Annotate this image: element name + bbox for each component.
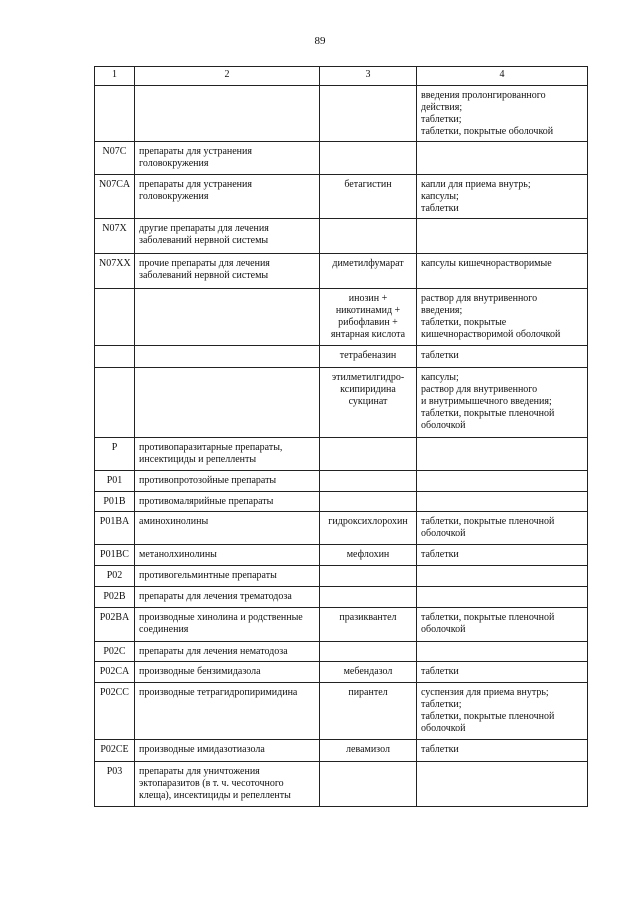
- atc-code-cell: N07XX: [95, 254, 135, 289]
- table-row: [95, 438, 588, 471]
- atc-code-cell: [95, 289, 135, 346]
- group-name-cell-line: прочие препараты для лечения: [139, 258, 270, 269]
- atc-code-cell: N07CA: [95, 175, 135, 219]
- dosage-forms-cell: [417, 142, 588, 175]
- table-header-row: [95, 67, 588, 86]
- atc-code-cell: P01BA: [95, 512, 135, 545]
- group-name-cell-line: инсектициды и репелленты: [139, 454, 257, 465]
- drug-inn-cell: [320, 762, 417, 807]
- group-name-cell: [135, 254, 320, 289]
- dosage-forms-cell: [417, 492, 588, 512]
- atc-code-cell: [95, 86, 135, 142]
- dosage-forms-cell-line: таблетки, покрытые пленочной: [421, 711, 555, 722]
- drug-inn-cell: [320, 219, 417, 254]
- atc-code-cell: [95, 346, 135, 368]
- dosage-forms-cell: [417, 587, 588, 608]
- drug-inn-cell-line: никотинамид +: [335, 305, 401, 316]
- group-name-cell-line: производные бензимидазола: [139, 666, 261, 677]
- dosage-forms-cell: [417, 608, 588, 642]
- dosage-forms-cell: [417, 662, 588, 683]
- drug-inn-cell: [320, 545, 417, 566]
- group-name-cell-line: эктопаразитов (в т. ч. чесоточного: [139, 778, 284, 789]
- drug-inn-cell: [320, 254, 417, 289]
- dosage-forms-cell-line: оболочкой: [421, 723, 466, 734]
- drug-inn-cell: [320, 86, 417, 142]
- drug-inn-cell: [320, 438, 417, 471]
- atc-code-cell: P02CA: [95, 662, 135, 683]
- group-name-cell: [135, 512, 320, 545]
- atc-code-cell: P02B: [95, 587, 135, 608]
- dosage-forms-cell: [417, 346, 588, 368]
- dosage-forms-cell-line: введения пролонгированного: [421, 90, 546, 101]
- table-row: [95, 492, 588, 512]
- drug-inn-cell: [320, 289, 417, 346]
- group-name-cell: [135, 86, 320, 142]
- table-row: [95, 587, 588, 608]
- table-row: [95, 175, 588, 219]
- group-name-cell-line: производные тетрагидропиримидина: [139, 687, 298, 698]
- atc-code-cell: P03: [95, 762, 135, 807]
- dosage-forms-cell: [417, 740, 588, 762]
- drug-inn-cell: [320, 471, 417, 492]
- dosage-forms-cell: [417, 566, 588, 587]
- group-name-cell-line: головокружения: [139, 158, 209, 169]
- atc-code-cell: [95, 368, 135, 438]
- table-row: [95, 683, 588, 740]
- dosage-forms-cell-line: оболочкой: [421, 624, 466, 635]
- drug-inn-cell-line: этилметилгидро-: [331, 372, 405, 383]
- group-name-cell: [135, 566, 320, 587]
- atc-code-cell: P02: [95, 566, 135, 587]
- group-name-cell-line: соединения: [139, 624, 189, 635]
- drug-inn-cell-line: мефлохин: [346, 549, 390, 560]
- drug-inn-cell-line: гидроксихлорохин: [328, 516, 408, 527]
- table-row: [95, 566, 588, 587]
- dosage-forms-cell-line: оболочкой: [421, 528, 466, 539]
- column-header-4: 4: [417, 67, 588, 86]
- dosage-forms-cell-line: и внутримышечного введения;: [421, 396, 552, 407]
- dosage-forms-cell-line: таблетки, покрытые оболочкой: [421, 126, 554, 137]
- group-name-cell-line: противомалярийные препараты: [139, 496, 274, 507]
- drug-inn-cell: [320, 608, 417, 642]
- group-name-cell-line: препараты для уничтожения: [139, 766, 260, 777]
- dosage-forms-cell-line: капсулы;: [421, 191, 459, 202]
- drug-inn-cell-line: ксипиридина: [340, 384, 396, 395]
- group-name-cell: [135, 642, 320, 662]
- group-name-cell: [135, 608, 320, 642]
- group-name-cell: [135, 662, 320, 683]
- dosage-forms-cell-line: таблетки, покрытые пленочной: [421, 612, 555, 623]
- dosage-forms-cell: [417, 762, 588, 807]
- group-name-cell-line: препараты для устранения: [139, 179, 252, 190]
- group-name-cell-line: клеща), инсектициды и репелленты: [139, 790, 291, 801]
- group-name-cell: [135, 289, 320, 346]
- drug-inn-cell-line: левамизол: [346, 744, 390, 755]
- dosage-forms-cell-line: таблетки, покрытые: [421, 317, 507, 328]
- group-name-cell-line: другие препараты для лечения: [139, 223, 269, 234]
- dosage-forms-cell-line: капсулы кишечнорастворимые: [421, 258, 552, 269]
- group-name-cell: [135, 346, 320, 368]
- group-name-cell-line: заболеваний нервной системы: [139, 270, 269, 281]
- drug-inn-cell: [320, 512, 417, 545]
- dosage-forms-cell-line: раствор для внутривенного: [421, 384, 538, 395]
- drug-inn-cell-line: мебендазол: [343, 666, 393, 677]
- dosage-forms-cell: [417, 683, 588, 740]
- dosage-forms-cell-line: капли для приема внутрь;: [421, 179, 531, 190]
- table-row: [95, 86, 588, 142]
- drug-inn-cell: [320, 368, 417, 438]
- drug-inn-cell-line: пирантел: [348, 687, 388, 698]
- atc-code-cell: P02BA: [95, 608, 135, 642]
- atc-code-cell: P02C: [95, 642, 135, 662]
- group-name-cell: [135, 762, 320, 807]
- group-name-cell: [135, 368, 320, 438]
- table-row: [95, 762, 588, 807]
- group-name-cell-line: препараты для лечения трематодоза: [139, 591, 292, 602]
- dosage-forms-cell-line: таблетки;: [421, 114, 462, 125]
- dosage-forms-cell-line: кишечнорастворимой оболочкой: [421, 329, 561, 340]
- dosage-forms-cell: [417, 175, 588, 219]
- dosage-forms-cell-line: таблетки: [421, 666, 459, 677]
- dosage-forms-cell-line: капсулы;: [421, 372, 459, 383]
- drug-inn-cell: [320, 566, 417, 587]
- group-name-cell: [135, 492, 320, 512]
- atc-code-cell: N07X: [95, 219, 135, 254]
- table-row: [95, 471, 588, 492]
- dosage-forms-cell-line: таблетки;: [421, 699, 462, 710]
- group-name-cell-line: метанолхинолины: [139, 549, 217, 560]
- dosage-forms-cell-line: таблетки, покрытые пленочной: [421, 408, 555, 419]
- dosage-forms-cell: [417, 289, 588, 346]
- dosage-forms-cell: [417, 219, 588, 254]
- dosage-forms-cell: [417, 471, 588, 492]
- group-name-cell-line: производные хинолина и родственные: [139, 612, 303, 623]
- group-name-cell-line: головокружения: [139, 191, 209, 202]
- group-name-cell: [135, 545, 320, 566]
- atc-code-cell: N07C: [95, 142, 135, 175]
- drug-inn-cell: [320, 662, 417, 683]
- drug-inn-cell: [320, 175, 417, 219]
- dosage-forms-cell-line: введения;: [421, 305, 463, 316]
- drug-classification-table: [94, 66, 588, 807]
- dosage-forms-cell-line: суспензия для приема внутрь;: [421, 687, 549, 698]
- drug-inn-cell-line: сукцинат: [348, 396, 388, 407]
- dosage-forms-cell: [417, 512, 588, 545]
- dosage-forms-cell: [417, 86, 588, 142]
- drug-inn-cell: [320, 683, 417, 740]
- group-name-cell-line: противопаразитарные препараты,: [139, 442, 283, 453]
- group-name-cell-line: противогельминтные препараты: [139, 570, 277, 581]
- page-number: 89: [314, 35, 326, 47]
- drug-inn-cell: [320, 142, 417, 175]
- dosage-forms-cell: [417, 368, 588, 438]
- atc-code-cell: P01: [95, 471, 135, 492]
- table-row: [95, 254, 588, 289]
- table-row: [95, 368, 588, 438]
- column-header-3: 3: [320, 67, 417, 86]
- table-row: [95, 512, 588, 545]
- atc-code-cell: P: [95, 438, 135, 471]
- table-row: [95, 662, 588, 683]
- table-row: [95, 740, 588, 762]
- dosage-forms-cell-line: раствор для внутривенного: [421, 293, 538, 304]
- drug-inn-cell-line: тетрабеназин: [339, 350, 397, 361]
- atc-code-cell: P02CE: [95, 740, 135, 762]
- drug-inn-cell: [320, 587, 417, 608]
- atc-code-cell: P01BC: [95, 545, 135, 566]
- group-name-cell: [135, 142, 320, 175]
- group-name-cell: [135, 219, 320, 254]
- drug-inn-cell-line: рибофлавин +: [338, 317, 398, 328]
- dosage-forms-cell: [417, 254, 588, 289]
- drug-inn-cell: [320, 492, 417, 512]
- group-name-cell: [135, 438, 320, 471]
- dosage-forms-cell: [417, 545, 588, 566]
- table-row: [95, 289, 588, 346]
- group-name-cell-line: противопротозойные препараты: [139, 475, 277, 486]
- dosage-forms-cell-line: таблетки, покрытые пленочной: [421, 516, 555, 527]
- atc-code-cell: P01B: [95, 492, 135, 512]
- dosage-forms-cell: [417, 642, 588, 662]
- group-name-cell-line: аминохинолины: [139, 516, 209, 527]
- table-row: [95, 545, 588, 566]
- group-name-cell: [135, 175, 320, 219]
- dosage-forms-cell-line: таблетки: [421, 744, 459, 755]
- drug-inn-cell-line: инозин +: [348, 293, 388, 304]
- atc-code-cell: P02CC: [95, 683, 135, 740]
- group-name-cell: [135, 740, 320, 762]
- table-row: [95, 642, 588, 662]
- drug-inn-cell: [320, 642, 417, 662]
- drug-inn-cell-line: янтарная кислота: [330, 329, 406, 340]
- table-row: [95, 346, 588, 368]
- dosage-forms-cell-line: действия;: [421, 102, 463, 113]
- table-row: [95, 219, 588, 254]
- group-name-cell: [135, 587, 320, 608]
- dosage-forms-cell-line: таблетки: [421, 549, 459, 560]
- group-name-cell-line: производные имидазотиазола: [139, 744, 265, 755]
- dosage-forms-cell-line: таблетки: [421, 350, 459, 361]
- group-name-cell-line: препараты для лечения нематодоза: [139, 646, 288, 657]
- dosage-forms-cell-line: оболочкой: [421, 420, 466, 431]
- column-header-2: 2: [135, 67, 320, 86]
- drug-inn-cell-line: бетагистин: [344, 179, 392, 190]
- group-name-cell-line: препараты для устранения: [139, 146, 252, 157]
- drug-inn-cell-line: празиквантел: [339, 612, 397, 623]
- column-header-1: 1: [95, 67, 135, 86]
- drug-inn-cell: [320, 740, 417, 762]
- dosage-forms-cell: [417, 438, 588, 471]
- drug-inn-cell: [320, 346, 417, 368]
- table-row: [95, 608, 588, 642]
- drug-inn-cell-line: диметилфумарат: [332, 258, 404, 269]
- group-name-cell: [135, 683, 320, 740]
- group-name-cell-line: заболеваний нервной системы: [139, 235, 269, 246]
- table-row: [95, 142, 588, 175]
- dosage-forms-cell-line: таблетки: [421, 203, 459, 214]
- group-name-cell: [135, 471, 320, 492]
